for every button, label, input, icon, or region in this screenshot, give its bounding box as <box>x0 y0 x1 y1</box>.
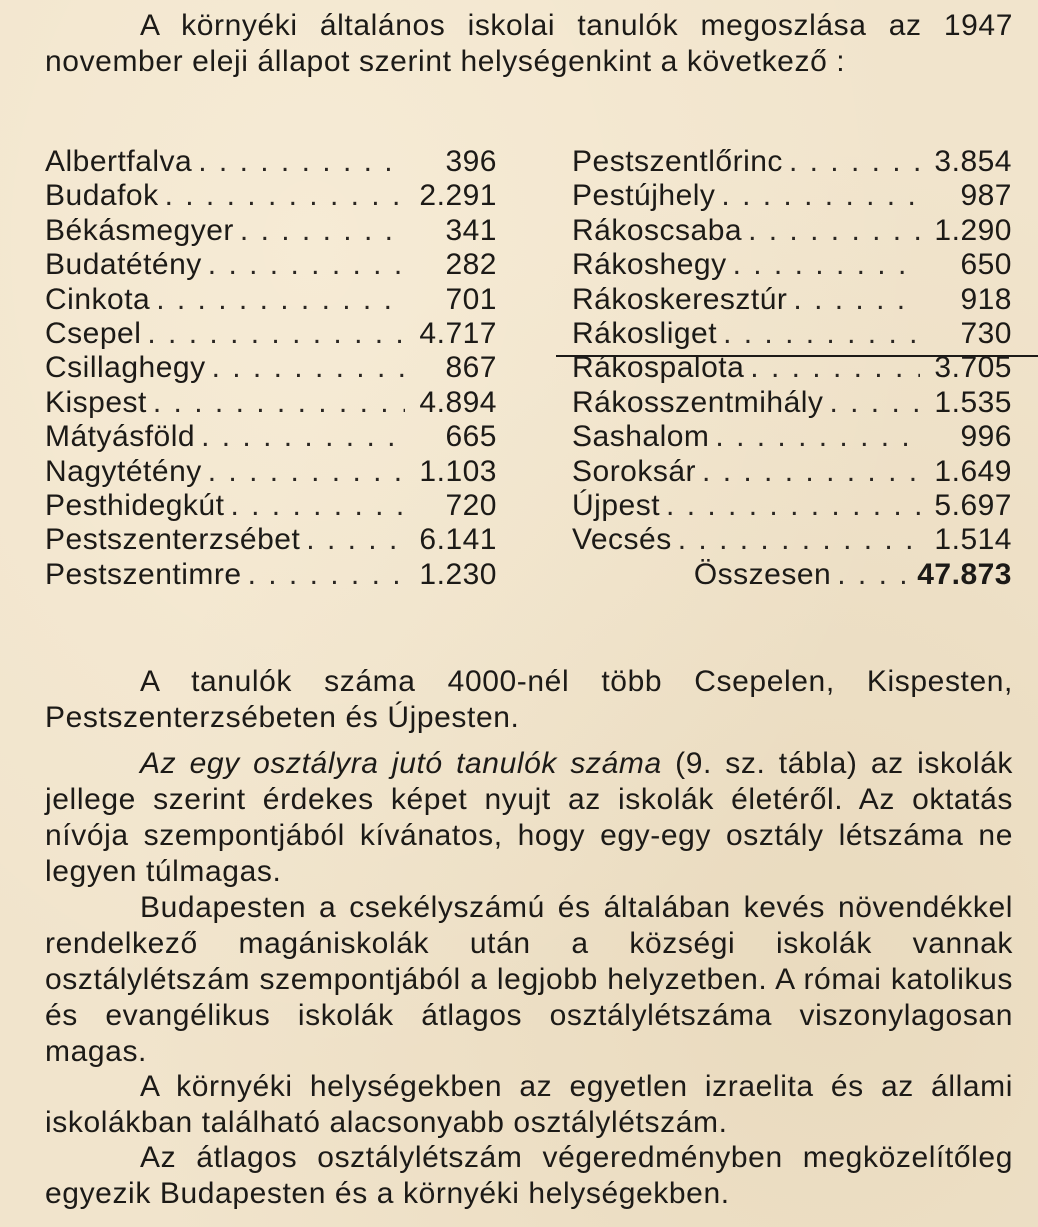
student-count: 720 <box>445 488 497 522</box>
student-count: 701 <box>445 282 497 316</box>
place-name: Sashalom <box>572 420 710 454</box>
leader-dots <box>723 317 920 351</box>
total-row <box>572 558 1012 592</box>
leader-dots <box>837 558 911 592</box>
student-count: 6.141 <box>419 523 497 557</box>
leader-dots <box>147 317 405 351</box>
leader-dots <box>212 351 405 385</box>
student-count: 5.697 <box>934 488 1012 522</box>
list-item <box>45 351 497 385</box>
student-count: 3.705 <box>934 351 1012 385</box>
list-item <box>572 248 1012 282</box>
place-name: Békásmegyer <box>45 213 234 247</box>
place-name: Kispest <box>45 385 147 419</box>
paragraph-5: Az átlagos osztálylétszám végeredményben megközelítőleg egyezik Budapesten és a környéki helységekben. <box>45 1141 1013 1210</box>
student-count: 867 <box>445 351 497 385</box>
place-name: Pesthidegkút <box>45 488 225 522</box>
list-item <box>45 523 497 557</box>
student-count: 1.535 <box>934 385 1012 419</box>
paragraph-4: A környéki helységekben az egyetlen izraelita és az állami iskolákban található alacsonyabb osztálylétszám. <box>45 1070 1013 1139</box>
place-name: Pestújhely <box>572 179 716 213</box>
student-count: 1.230 <box>419 557 497 591</box>
list-item <box>572 523 1012 557</box>
student-count: 1.514 <box>934 523 1012 557</box>
place-name: Pestszenterzsébet <box>45 523 301 557</box>
place-name: Budafok <box>45 179 159 213</box>
leader-dots <box>789 145 920 179</box>
list-item <box>45 248 497 282</box>
place-name: Vecsés <box>572 523 672 557</box>
paragraph-1: A tanulók száma 4000-nél több Csepelen, Kispesten, Pestszenterzsébeten és Újpesten. <box>45 665 1013 734</box>
place-name: Budatétény <box>45 248 202 282</box>
list-item <box>45 214 497 248</box>
leader-dots <box>240 214 405 248</box>
student-count: 665 <box>445 420 497 454</box>
leader-dots <box>230 489 405 523</box>
paragraph-3: Budapesten a csekélyszámú és általában kevés növendékkel rendelkező magániskolák után a községi iskolák vannak osztálylétszám szempontjából a legjobb helyzetben. A római katolikus és evangélikus iskolák átlagos osztálylétszáma viszonylagosan magas. <box>45 891 1013 1068</box>
paragraph-2-text: (9. sz. tábla) az iskolák jellege szerint érdekes képet nyujt az iskolák életéről. Az oktatás nívója szempontjából kívánatos, hogy egy-egy osztály létszáma ne legyen túlmagas. <box>45 747 1013 888</box>
leader-dots <box>678 523 920 557</box>
student-count: 4.717 <box>419 316 497 350</box>
place-name: Rákoskeresztúr <box>572 282 788 316</box>
right-column-list <box>572 145 1012 592</box>
student-count: 3.854 <box>934 145 1012 178</box>
student-count: 996 <box>960 420 1012 454</box>
place-name: Csepel <box>45 316 142 350</box>
list-item <box>45 455 497 489</box>
list-item <box>572 179 1012 213</box>
leader-dots <box>208 455 405 489</box>
place-name: Albertfalva <box>45 145 193 178</box>
student-count: 1.649 <box>934 454 1012 488</box>
list-item <box>572 145 1012 179</box>
list-item <box>572 420 1012 454</box>
list-item <box>572 455 1012 489</box>
place-name: Mátyásföld <box>45 420 196 454</box>
student-count: 396 <box>445 145 497 178</box>
place-name: Pestszentlőrinc <box>572 145 783 178</box>
list-item <box>572 489 1012 523</box>
leader-dots <box>666 489 920 523</box>
list-item <box>45 283 497 317</box>
leader-dots <box>153 386 405 420</box>
intro-paragraph: A környéki általános iskolai tanulók megoszlása az 1947 november eleji állapot szerint helységenkint a következő : <box>45 9 1013 78</box>
separator-rule <box>556 355 1038 357</box>
paragraph-2 <box>45 746 1013 890</box>
student-count: 2.291 <box>419 179 497 213</box>
place-name: Csillaghegy <box>45 351 206 385</box>
student-count: 650 <box>960 248 1012 282</box>
list-item <box>45 317 497 351</box>
place-name: Rákosliget <box>572 316 718 350</box>
place-name: Rákoscsaba <box>572 213 743 247</box>
leader-dots <box>829 386 920 420</box>
list-item <box>45 558 497 592</box>
list-item <box>45 145 497 179</box>
total-value: 47.873 <box>917 557 1012 591</box>
leader-dots <box>748 214 920 248</box>
student-count: 987 <box>960 179 1012 213</box>
italic-phrase: Az egy osztályra jutó tanulók száma <box>140 747 662 780</box>
leader-dots <box>198 145 405 179</box>
list-item <box>45 489 497 523</box>
leader-dots <box>793 283 920 317</box>
student-count: 341 <box>445 213 497 247</box>
leader-dots <box>156 283 405 317</box>
list-item <box>572 317 1012 351</box>
list-item <box>45 179 497 213</box>
left-column-list <box>45 145 497 592</box>
place-name: Rákospalota <box>572 351 745 385</box>
place-name: Pestszentimre <box>45 557 242 591</box>
place-name: Cinkota <box>45 282 151 316</box>
student-count: 1.290 <box>934 213 1012 247</box>
total-label: Összesen <box>693 557 832 591</box>
list-item <box>572 283 1012 317</box>
leader-dots <box>733 248 920 282</box>
place-name: Nagytétény <box>45 454 202 488</box>
list-item <box>572 214 1012 248</box>
list-item <box>45 420 497 454</box>
leader-dots <box>306 523 405 557</box>
place-name: Soroksár <box>572 454 697 488</box>
student-count: 1.103 <box>419 454 497 488</box>
leader-dots <box>208 248 405 282</box>
leader-dots <box>721 179 920 213</box>
list-item <box>45 386 497 420</box>
place-name: Rákoshegy <box>572 248 727 282</box>
leader-dots <box>165 179 405 213</box>
student-count: 4.894 <box>419 385 497 419</box>
student-count: 282 <box>445 248 497 282</box>
leader-dots <box>715 420 920 454</box>
place-name: Rákosszentmihály <box>572 385 824 419</box>
student-count: 918 <box>960 282 1012 316</box>
list-item <box>572 386 1012 420</box>
leader-dots <box>702 455 920 489</box>
place-name: Újpest <box>572 488 661 522</box>
leader-dots <box>248 558 405 592</box>
student-count: 730 <box>960 316 1012 350</box>
leader-dots <box>201 420 405 454</box>
